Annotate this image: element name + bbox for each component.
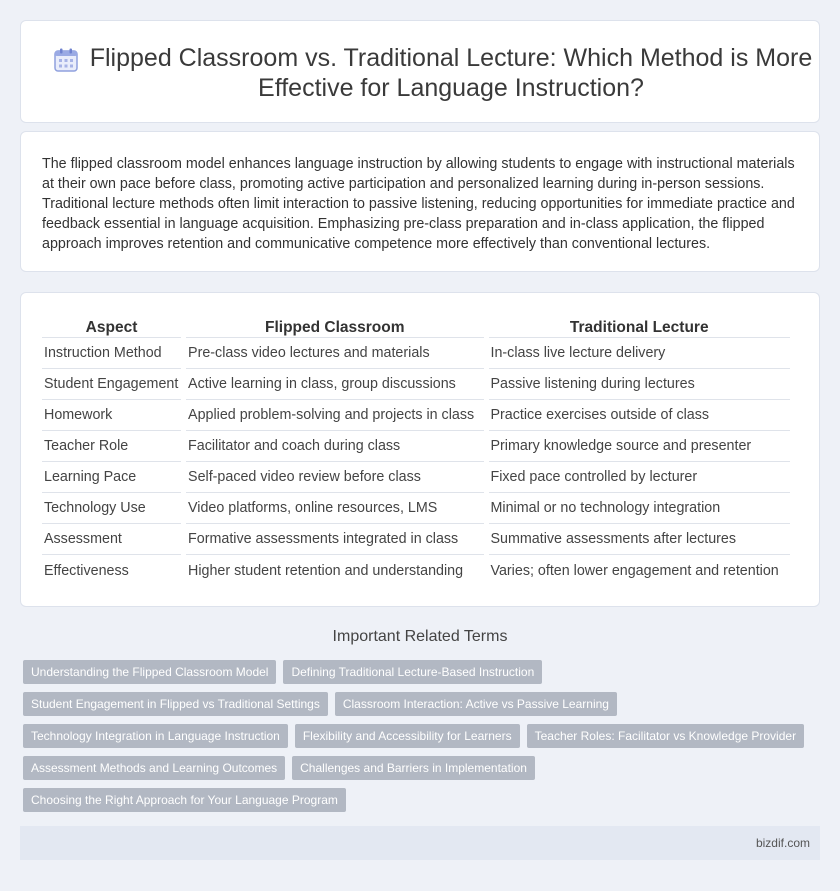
related-term-link[interactable]: Understanding the Flipped Classroom Model (23, 660, 276, 684)
footer-bar (20, 826, 820, 860)
related-term-link[interactable]: Choosing the Right Approach for Your Language Program (23, 788, 346, 812)
cell-flipped: Self-paced video review before class (186, 462, 483, 493)
title-card (20, 20, 820, 123)
table-row (42, 555, 790, 586)
column-header-aspect: Aspect (42, 314, 181, 338)
related-term-link[interactable]: Technology Integration in Language Instruction (23, 724, 288, 748)
cell-traditional: In-class live lecture delivery (489, 338, 791, 369)
cell-flipped: Video platforms, online resources, LMS (186, 493, 483, 524)
cell-flipped: Pre-class video lectures and materials (186, 338, 483, 369)
cell-traditional: Fixed pace controlled by lecturer (489, 462, 791, 493)
cell-aspect: Homework (42, 400, 181, 431)
column-header-traditional: Traditional Lecture (489, 314, 791, 338)
related-terms-heading: Important Related Terms (332, 628, 508, 645)
table-row (42, 462, 790, 493)
cell-flipped: Facilitator and coach during class (186, 431, 483, 462)
cell-aspect: Learning Pace (42, 462, 181, 493)
summary-paragraph: The flipped classroom model enhances language instruction by allowing students to engage with instructional materials at their own pace before class, promoting active participation and personalized learning during in-person sessions. Traditional lecture methods often limit interaction to passive listening, reducing opportunities for immediate practice and feedback essential in language acquisition. Emphasizing pre-class preparation and in-class application, the flipped approach improves retention and communicative competence more effectively than conventional lectures. (42, 156, 795, 252)
comparison-card (20, 292, 820, 607)
table-row (42, 400, 790, 431)
column-header-flipped: Flipped Classroom (186, 314, 483, 338)
table-header-row (42, 314, 790, 338)
cell-flipped: Applied problem-solving and projects in class (186, 400, 483, 431)
cell-aspect: Assessment (42, 524, 181, 555)
cell-aspect: Teacher Role (42, 431, 181, 462)
related-term-link[interactable]: Student Engagement in Flipped vs Traditional Settings (23, 692, 328, 716)
cell-aspect: Instruction Method (42, 338, 181, 369)
cell-flipped: Active learning in class, group discussions (186, 369, 483, 400)
cell-flipped: Formative assessments integrated in class (186, 524, 483, 555)
cell-traditional: Practice exercises outside of class (489, 400, 791, 431)
table-row (42, 524, 790, 555)
page-title: Flipped Classroom vs. Traditional Lecture: Which Method is More Effective for Language Instruction? (89, 44, 813, 102)
related-term-link[interactable]: Defining Traditional Lecture-Based Instruction (283, 660, 542, 684)
cell-traditional: Varies; often lower engagement and retention (490, 562, 779, 579)
site-link[interactable]: bizdif.com (755, 836, 810, 850)
cell-flipped: Higher student retention and understanding (188, 562, 464, 579)
comparison-table (37, 314, 795, 586)
table-row (42, 338, 790, 369)
table-row (42, 493, 790, 524)
cell-traditional: Minimal or no technology integration (489, 493, 791, 524)
related-term-link[interactable]: Classroom Interaction: Active vs Passive Learning (335, 692, 617, 716)
related-terms-list (23, 660, 818, 820)
cell-traditional: Summative assessments after lectures (489, 524, 791, 555)
summary-card (20, 131, 820, 272)
cell-traditional: Passive listening during lectures (489, 369, 791, 400)
cell-aspect: Effectiveness (44, 562, 129, 579)
related-term-link[interactable]: Teacher Roles: Facilitator vs Knowledge Provider (527, 724, 804, 748)
cell-aspect: Technology Use (42, 493, 181, 524)
cell-aspect: Student Engagement (42, 369, 181, 400)
table-row (42, 431, 790, 462)
table-row (42, 369, 790, 400)
cell-traditional: Primary knowledge source and presenter (489, 431, 791, 462)
related-term-link[interactable]: Assessment Methods and Learning Outcomes (23, 756, 285, 780)
related-term-link[interactable]: Challenges and Barriers in Implementation (292, 756, 535, 780)
related-term-link[interactable]: Flexibility and Accessibility for Learners (295, 724, 520, 748)
